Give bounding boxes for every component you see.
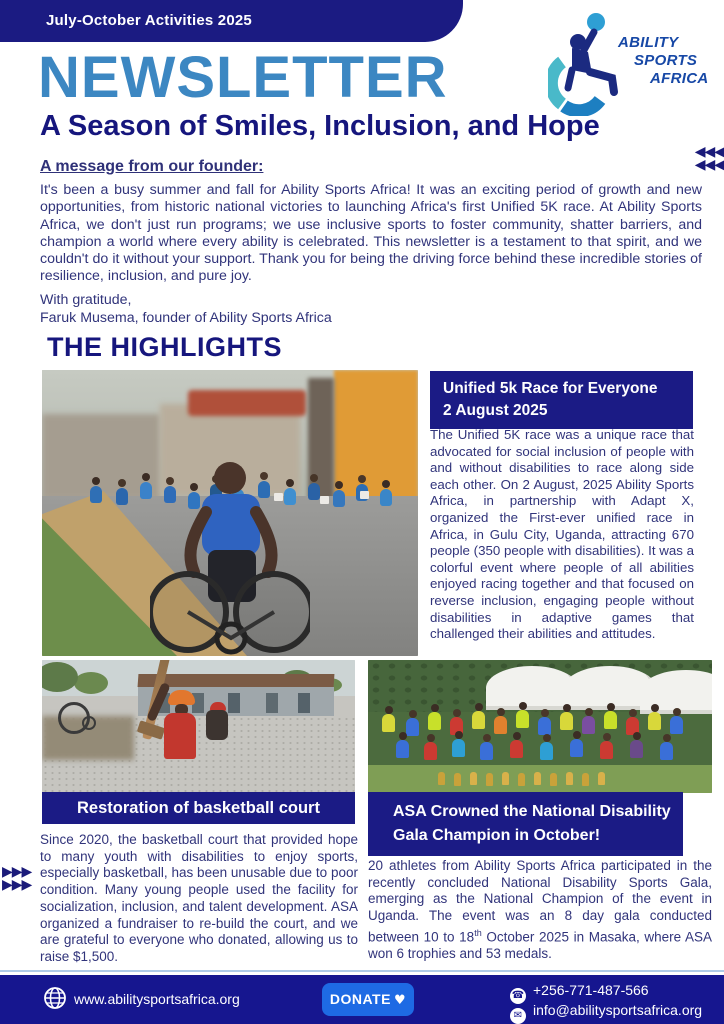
founder-signoff (40, 291, 332, 327)
email-icon: ✉ (510, 1008, 526, 1024)
basketball-court-photo (42, 660, 355, 793)
highlights-heading: THE HIGHLIGHTS (47, 332, 282, 362)
signoff-line2: Faruk Musema, founder of Ability Sports Africa (40, 310, 332, 326)
race-photo (42, 370, 418, 656)
email-row (510, 1002, 702, 1024)
footer-bar (0, 975, 724, 1024)
phone-row (510, 982, 649, 1004)
ordinal-superscript: th (474, 927, 482, 938)
logo-word-sports: SPORTS (634, 52, 698, 69)
chevron-left-icons: ◀◀◀ ◀◀◀ (694, 144, 724, 173)
signoff-line1: With gratitude, (40, 292, 132, 308)
gala-title-line2: Gala Champion in October! (393, 827, 601, 844)
ability-sports-africa-logo (548, 12, 716, 116)
logo-word-africa: AFRICA (650, 70, 709, 87)
unified-5k-title: Unified 5k Race for Everyone (443, 380, 658, 397)
phone-number: +256-771-487-566 (533, 982, 649, 998)
gala-title-line1: ASA Crowned the National Disability (393, 803, 671, 820)
heart-icon: ♥ (393, 993, 407, 1008)
basketball-body: Since 2020, the basketball court that provided hope to many youth with disabilities to enjoy sports, especially basketball, has been unusable due to poor condition. Many young people used the facility for socialization, inclusion, and talent development. ASA organized a fundraiser to re-build the court, and we are grateful to everyone who donated, allowing us to raise $1,500. (40, 832, 358, 964)
founder-message-body: It's been a busy summer and fall for Ability Sports Africa! It was an exciting period of growth and new opportunities, from historic national victories to launching Africa's first Unified 5K race. At Ability Sports Africa, we don't just run programs; we use inclusive sports to foster community, shatter barriers, and champion a world where every ability is celebrated. This newsletter is a testament to that spirit, and we couldn't do it without your support. Thank you for being the driving force behind these incredible stories of resilience, inclusion, and pure joy. (40, 182, 702, 285)
gala-body: 20 athletes from Ability Sports Africa participated in the recently concluded National Disability Sports Gala, emerging as the National Champion of the event in Uganda. The event was an 8 day gala conducted between 10 to 18th October 2025 in Masaka, where ASA won 6 trophies and 53 medals. (368, 858, 713, 962)
chevron-right-icons: ▶▶▶ ▶▶▶ (2, 864, 32, 893)
unified-5k-header (430, 371, 693, 429)
issue-banner (0, 0, 463, 42)
basketball-caption: Restoration of basketball court (42, 792, 355, 824)
founder-message-heading: A message from our founder: (40, 158, 264, 175)
website-url: www.abilitysportsafrica.org (74, 991, 240, 1007)
issue-banner-label: July-October Activities 2025 (46, 12, 252, 29)
page-subtitle: A Season of Smiles, Inclusion, and Hope (40, 110, 600, 142)
page-title: NEWSLETTER (38, 45, 448, 110)
logo-word-ability: ABILITY (618, 34, 679, 51)
footer-divider (0, 970, 724, 972)
gala-header (368, 792, 683, 856)
gala-group-photo (368, 660, 712, 793)
wheelchair-athlete-icon (548, 12, 620, 116)
phone-icon: ☎ (510, 988, 526, 1004)
unified-5k-date: 2 August 2025 (443, 402, 548, 419)
email-address: info@abilitysportsafrica.org (533, 1002, 703, 1018)
wheelchair-racer-figure (150, 452, 310, 656)
logo-wordmark (618, 34, 708, 88)
globe-icon (42, 985, 68, 1011)
unified-5k-body: The Unified 5K race was a unique race that advocated for social inclusion of people with and without disabilities to race along side each other. On 2 August, 2025 Ability Sports Africa, in partnership with Adapt X, organized the First-ever unified race in Africa, in Gulu City, Uganda, attracting 670 people (350 people with disabilities). It was a colorful event where people of all abilities enjoyed racing together and that focused on reverse inclusion, engaging people without disabilities in adaptive games that challenged their abilities and attitudes. (430, 427, 694, 642)
donate-button[interactable]: DONATE ♥ (322, 983, 414, 1016)
